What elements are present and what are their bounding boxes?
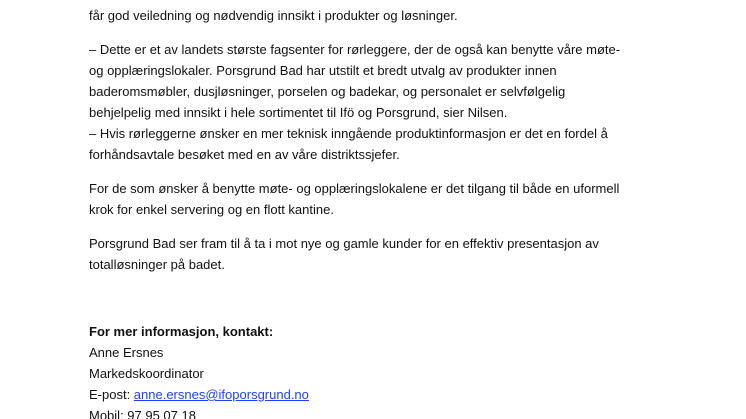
paragraph-2-line-6: forhåndsavtale besøket med en av våre distriktssjefer. (89, 147, 400, 162)
contact-title: Markedskoordinator (89, 366, 204, 381)
paragraph-4-line-2: totalløsninger på badet. (89, 257, 225, 272)
contact-heading: For mer informasjon, kontakt: (89, 324, 274, 339)
paragraph-2-line-1: – Dette er et av landets største fagsenter for rørleggere, der de også kan benytte våre møte- (89, 42, 621, 57)
paragraph-4-line-1: Porsgrund Bad ser fram til å ta i mot nye og gamle kunder for en effektiv presentasjon av (89, 236, 599, 251)
contact-mobile: Mobil: 97 95 07 18 (89, 408, 196, 419)
paragraph-2-line-2: og opplæringslokaler. Porsgrund Bad har utstilt et bredt utvalg av produkter innen (89, 63, 557, 78)
paragraph-2-line-3: baderomsmøbler, dusjløsninger, porselen og badekar, og personalet er selvfølgelig (89, 84, 566, 99)
contact-email-label: E-post: (89, 387, 134, 402)
contact-email-link[interactable]: anne.ersnes@ifoporsgrund.no (133, 387, 309, 402)
paragraph-2-line-5: – Hvis rørleggerne ønsker en mer teknisk inngående produktinformasjon er det en fordel å (89, 126, 608, 141)
paragraph-3-line-1: For de som ønsker å benytte møte- og opplæringslokalene er det tilgang til både en uformell (89, 181, 620, 196)
contact-name: Anne Ersnes (89, 345, 164, 360)
paragraph-1-line-1: får god veiledning og nødvendig innsikt i produkter og løsninger. (89, 8, 458, 23)
contact-email-line (89, 386, 309, 403)
paragraph-3-line-2: krok for enkel servering og en flott kantine. (89, 202, 334, 217)
paragraph-2-line-4: behjelpelig med innsikt i hele sortimentet til Ifö og Porsgrund, sier Nilsen. (89, 105, 508, 120)
